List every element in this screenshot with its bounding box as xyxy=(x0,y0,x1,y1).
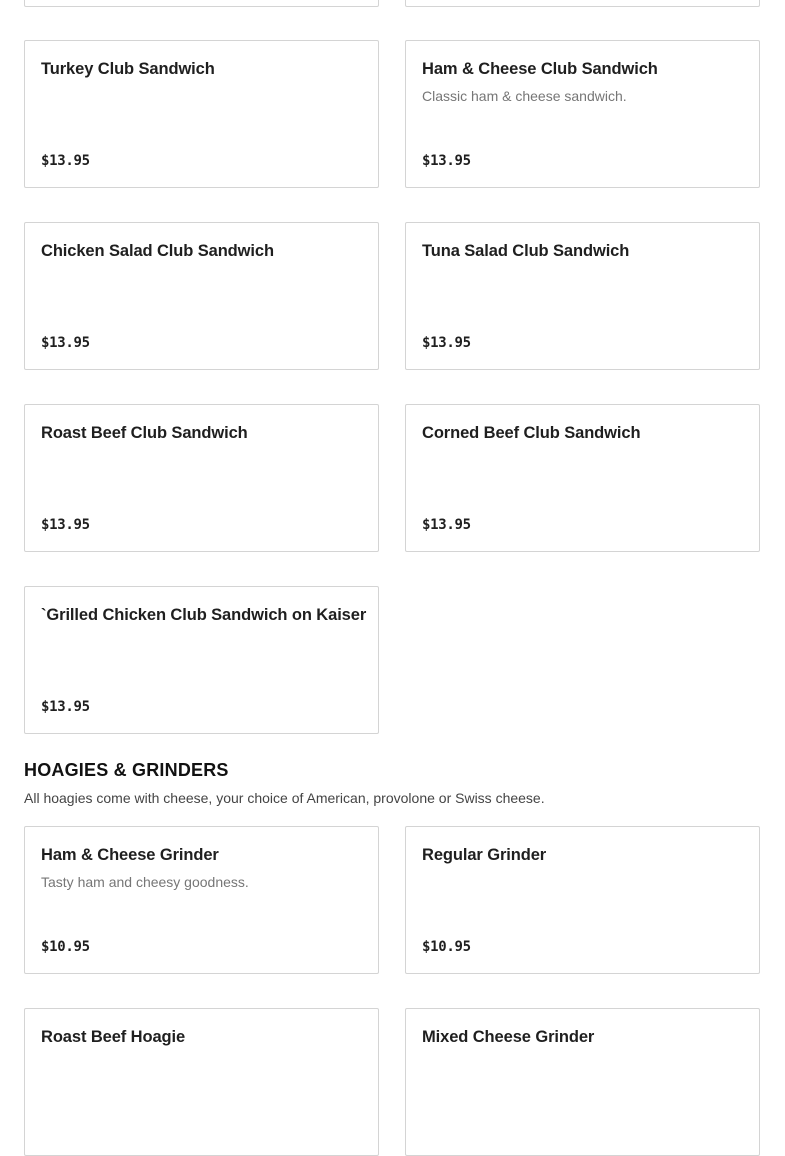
menu-item-card[interactable] xyxy=(24,826,379,974)
menu-item-name: Turkey Club Sandwich xyxy=(41,60,215,78)
menu-item-name: Ham & Cheese Grinder xyxy=(41,846,219,864)
menu-item-price: $13.95 xyxy=(422,153,471,169)
menu-item-name: Corned Beef Club Sandwich xyxy=(422,424,641,442)
menu-item-card[interactable] xyxy=(24,404,379,552)
section-title: HOAGIES & GRINDERS xyxy=(24,760,229,780)
menu-item-card[interactable] xyxy=(405,1008,760,1156)
menu-item-price: $13.95 xyxy=(41,335,90,351)
menu-item-price: $13.95 xyxy=(422,335,471,351)
menu-item-name: `Grilled Chicken Club Sandwich on Kaiser xyxy=(41,606,367,624)
menu-item-price: $10.95 xyxy=(41,939,90,955)
menu-item-card[interactable] xyxy=(24,222,379,370)
menu-item-card[interactable] xyxy=(405,222,760,370)
menu-item-card[interactable] xyxy=(24,40,379,188)
menu-item-price: $10.95 xyxy=(422,939,471,955)
menu-item-price: $13.95 xyxy=(41,699,90,715)
menu-item-name: Roast Beef Club Sandwich xyxy=(41,424,248,442)
menu-item-name: Regular Grinder xyxy=(422,846,547,864)
menu-item-name: Chicken Salad Club Sandwich xyxy=(41,242,274,260)
menu-item-card[interactable] xyxy=(405,0,760,7)
menu-item-name: Tuna Salad Club Sandwich xyxy=(422,242,630,260)
menu-item-card[interactable] xyxy=(24,1008,379,1156)
menu-item-card[interactable] xyxy=(405,826,760,974)
menu-item-name: Roast Beef Hoagie xyxy=(41,1028,186,1046)
menu-item-price: $13.95 xyxy=(422,517,471,533)
menu-item-name: Mixed Cheese Grinder xyxy=(422,1028,595,1046)
menu-item-card[interactable] xyxy=(405,40,760,188)
menu-item-price: $13.95 xyxy=(41,153,90,169)
menu-item-card[interactable] xyxy=(405,404,760,552)
section-description: All hoagies come with cheese, your choice of American, provolone or Swiss cheese. xyxy=(24,790,545,806)
menu-item-card[interactable] xyxy=(24,0,379,7)
menu-item-name: Ham & Cheese Club Sandwich xyxy=(422,60,658,78)
menu-item-description: Classic ham & cheese sandwich. xyxy=(422,88,627,104)
menu-item-price: $13.95 xyxy=(41,517,90,533)
menu-item-card[interactable] xyxy=(24,586,379,734)
menu-item-description: Tasty ham and cheesy goodness. xyxy=(41,874,249,890)
